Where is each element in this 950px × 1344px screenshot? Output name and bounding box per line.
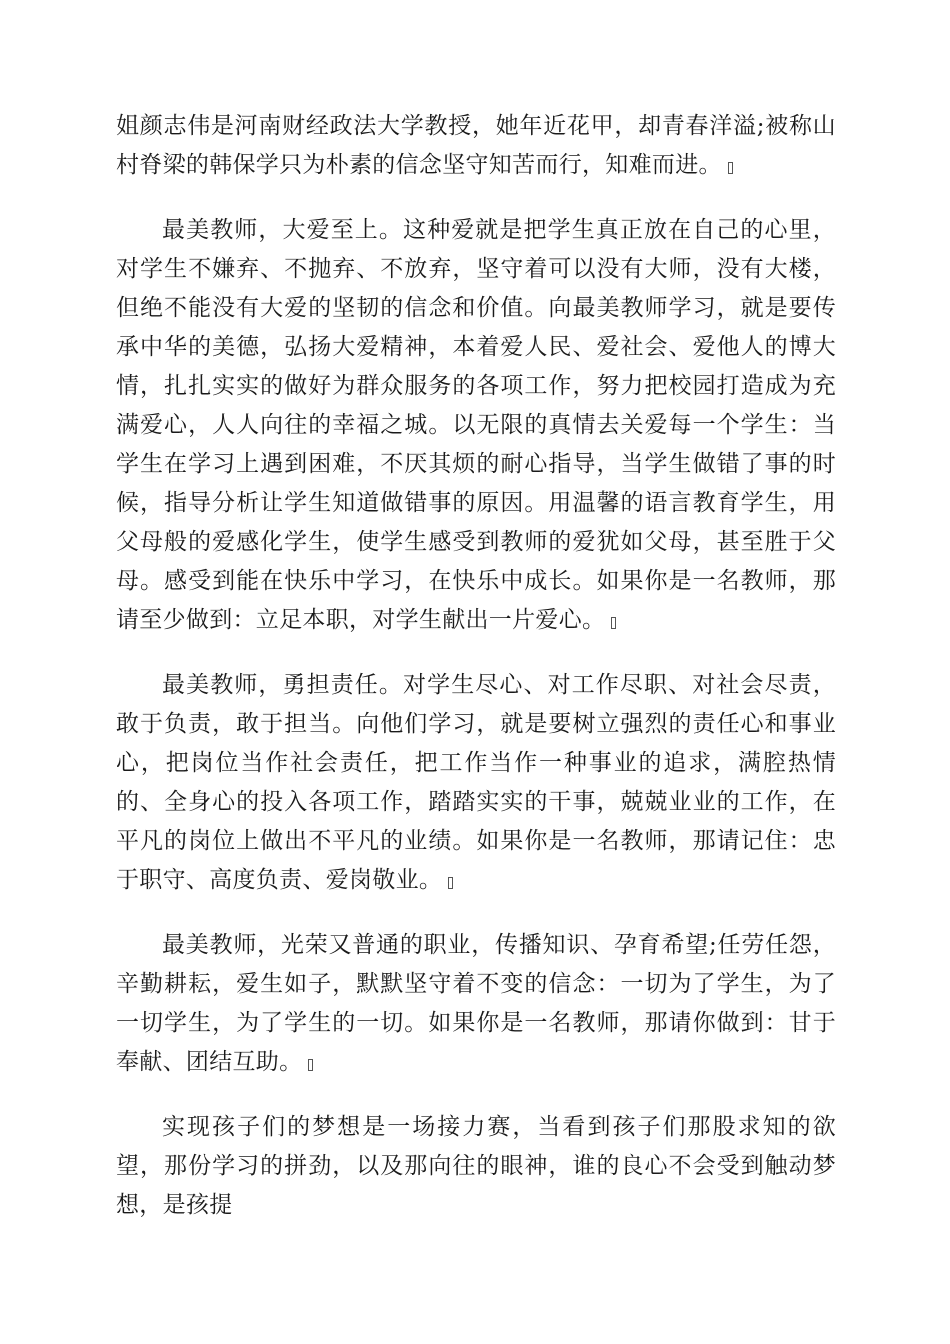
paragraph-2 bbox=[116, 211, 836, 640]
paragraph-1 bbox=[116, 107, 836, 185]
paragraph-text: 最美教师，大爱至上。这种爱就是把学生真正放在自己的心里，对学生不嫌弃、不抛弃、不放弃，坚守着可以没有大师，没有大楼，但绝不能没有大爱的坚韧的信念和价值。向最美教师学习，就是要传承中华的美德，弘扬大爱精神，本着爱人民、爱社会、爱他人的博大情，扎扎实实的做好为群众服务的各项工作，努力把校园打造成为充满爱心，人人向往的幸福之城。以无限的真情去关爱每一个学生：当学生在学习上遇到困难，不厌其烦的耐心指导，当学生做错了事的时候，指导分析让学生知道做错事的原因。用温馨的语言教育学生，用父母般的爱感化学生，使学生感受到教师的爱犹如父母，甚至胜于父母。感受到能在快乐中学习，在快乐中成长。如果你是一名教师，那请至少做到：立足本职，对学生献出一片爱心。 bbox=[116, 217, 836, 633]
paragraph-end-mark-icon bbox=[448, 877, 453, 889]
paragraph-4 bbox=[116, 926, 836, 1082]
paragraph-end-mark-icon bbox=[728, 162, 733, 174]
paragraph-text: 最美教师，光荣又普通的职业，传播知识、孕育希望;任劳任怨，辛勤耕耘，爱生如子，默默坚守着不变的信念：一切为了学生，为了一切学生，为了学生的一切。如果你是一名教师，那请你做到：甘于奉献、团结互助。 bbox=[116, 932, 836, 1075]
paragraph-3 bbox=[116, 666, 836, 900]
paragraph-text: 实现孩子们的梦想是一场接力赛，当看到孩子们那股求知的欲望，那份学习的拼劲，以及那向往的眼神，谁的良心不会受到触动梦想，是孩提 bbox=[116, 1114, 836, 1218]
paragraph-text: 姐颜志伟是河南财经政法大学教授，她年近花甲，却青春洋溢;被称山村脊梁的韩保学只为朴素的信念坚守知苦而行，知难而进。 bbox=[116, 113, 836, 178]
paragraph-5 bbox=[116, 1108, 836, 1225]
paragraph-text: 最美教师，勇担责任。对学生尽心、对工作尽职、对社会尽责，敢于负责，敢于担当。向他们学习，就是要树立强烈的责任心和事业心，把岗位当作社会责任，把工作当作一种事业的追求，满腔热情的、全身心的投入各项工作，踏踏实实的干事，兢兢业业的工作，在平凡的岗位上做出不平凡的业绩。如果你是一名教师，那请记住：忠于职守、高度负责、爱岗敬业。 bbox=[116, 672, 836, 893]
paragraph-end-mark-icon bbox=[611, 617, 616, 629]
document-body bbox=[116, 107, 836, 1251]
paragraph-end-mark-icon bbox=[308, 1059, 313, 1071]
